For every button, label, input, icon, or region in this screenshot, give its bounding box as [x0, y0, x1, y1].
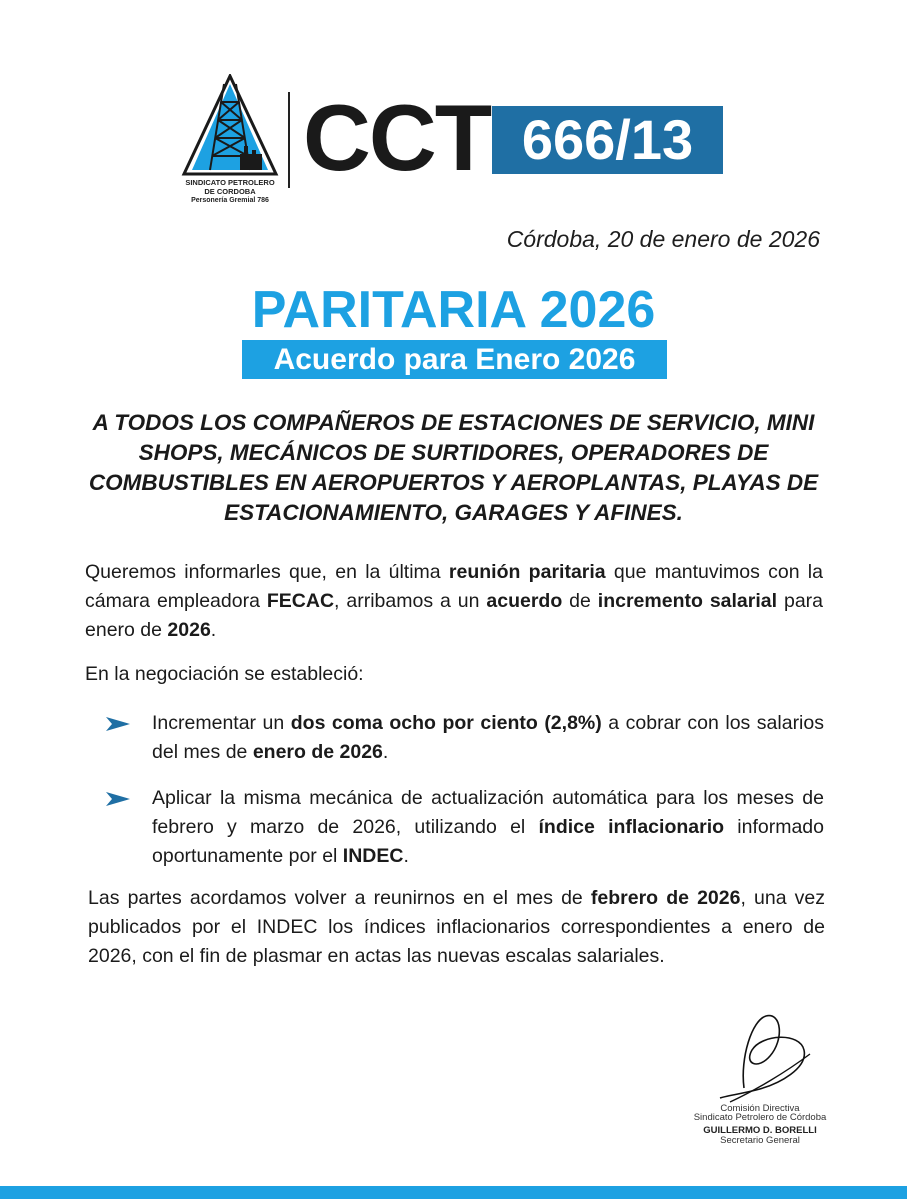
logo-text-line1: SINDICATO PETROLERO [185, 178, 275, 187]
paragraph-next-meeting: Las partes acordamos volver a reunirnos en el mes de febrero de 2026, una vez publicados por el INDEC los índices inflacionarios correspondientes a enero de 2026, con el fin de plasmar en actas las nuevas escalas salariales. [88, 887, 826, 967]
signature-name: GUILLERMO D. BORELLI [703, 1125, 817, 1136]
document-subtitle: Acuerdo para Enero 2026 [273, 343, 636, 376]
logo-text-line2: DE CORDOBA [204, 187, 256, 196]
handwritten-signature [700, 1010, 830, 1110]
paragraph-negotiation: En la negociación se estableció: [85, 663, 364, 685]
signature-union: Sindicato Petrolero de Córdoba [693, 1112, 827, 1123]
arrow-bullet-icon [106, 792, 130, 806]
signature-role: Secretario General [720, 1135, 800, 1146]
addressee-headline: A TODOS LOS COMPAÑEROS DE ESTACIONES DE SERVICIO, MINI SHOPS, MECÁNICOS DE SURTIDORES, OPERADORES DE COMBUSTIBLES EN AEROPUERTOS Y AEROPLANTAS, PLAYAS DE ESTACIONAMIENTO, GARAGES Y AFINES. [88, 410, 819, 525]
bullet-item-update: Aplicar la misma mecánica de actualización automática para los meses de febrero y marzo de 2026, utilizando el índice inflacionario informado oportunamente por el INDEC. [152, 787, 824, 867]
document-title: PARITARIA 2026 [251, 281, 656, 339]
header-divider [288, 92, 290, 188]
arrow-bullet-icon [106, 717, 130, 731]
cct-label: CCT [303, 85, 491, 190]
cct-number: 666/13 [521, 108, 694, 171]
oil-derrick-icon [180, 74, 280, 178]
footer-bar [0, 1186, 907, 1199]
logo-text-line3: Personería Gremial 786 [191, 197, 269, 204]
document-date: Córdoba, 20 de enero de 2026 [506, 226, 820, 252]
signature-committee: Comisión Directiva [720, 1103, 800, 1114]
bullet-item-increase: Incrementar un dos coma ocho por ciento (2,8%) a cobrar con los salarios del mes de enero de 2026. [152, 712, 824, 763]
paragraph-intro: Queremos informarles que, en la última reunión paritaria que mantuvimos con la cámara empleadora FECAC, arribamos a un acuerdo de incremento salarial para enero de 2026. [85, 561, 823, 641]
union-logo [180, 74, 280, 212]
